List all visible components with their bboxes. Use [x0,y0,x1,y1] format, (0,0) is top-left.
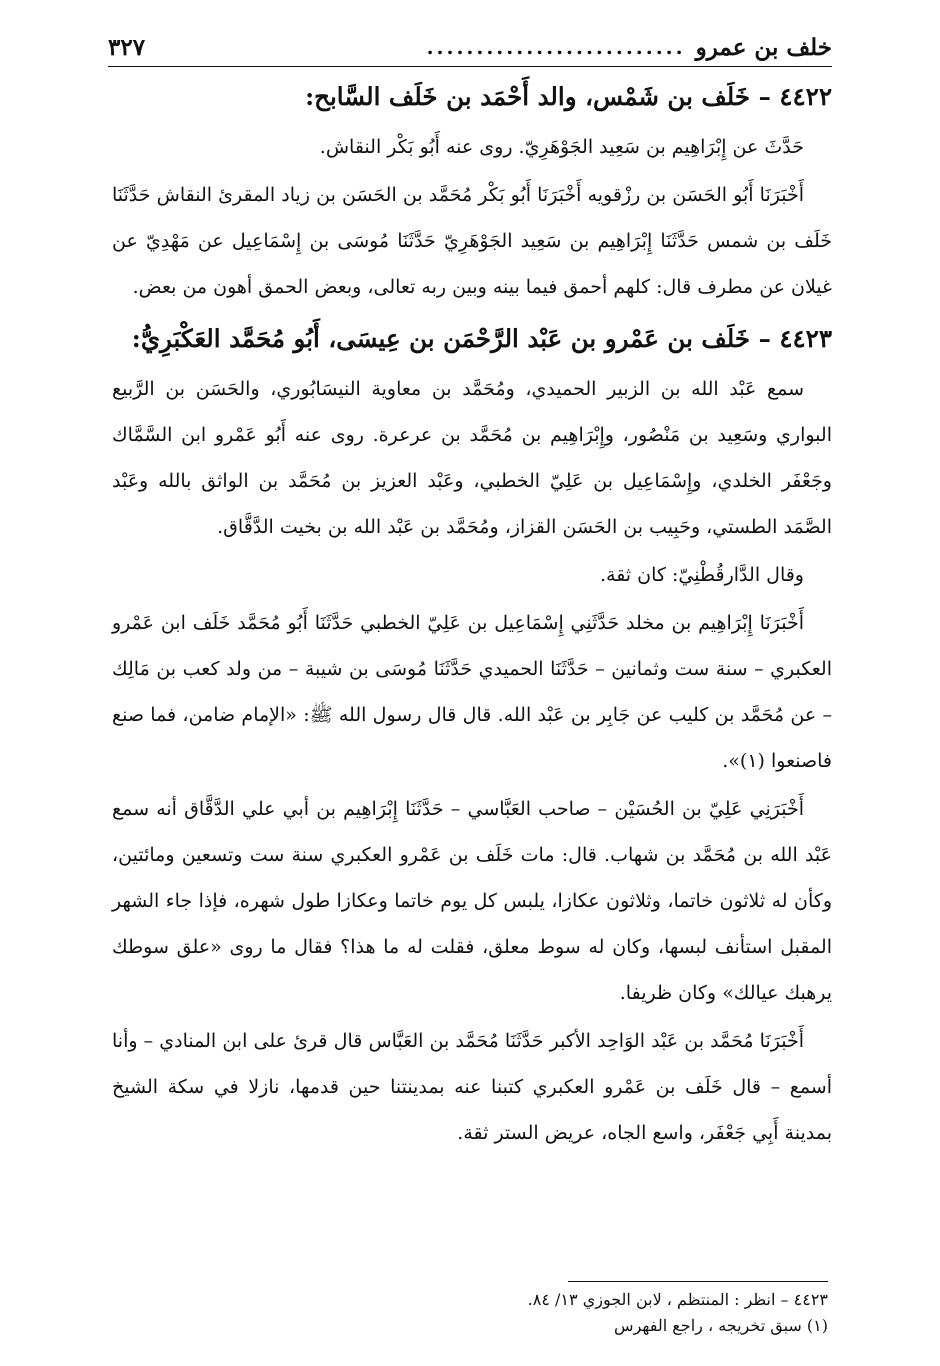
entry-paragraph: أَخْبَرَنَا إِبْرَاهِيم بن مخلد حَدَّثَنِي إِسْمَاعِيل بن عَلِيّ الخطبي حَدَّثَنَا أَبُو مُحَمَّد خَلَف ابن عَمْرو العكبري – سنة ست وثمانين – حَدَّثَنَا الحميدي حَدَّثَنَا مُوسَى بن شيبة – من ولد كعب بن مَالِك – عن مُحَمَّد بن كليب عن جَابِر بن عَبْد الله. قال قال رسول الله ﷺ: «الإمام ضامن، فما صنع فاصنعوا (١)». [112,612,832,772]
header-rule [108,66,832,67]
footnotes [300,1287,828,1339]
entry-4422 [112,70,832,310]
entry-4423 [112,312,832,1156]
entry-paragraph: أَخْبَرَنَا مُحَمَّد بن عَبْد الوَاحِد الأكبر حَدَّثَنَا مُحَمَّد بن العَبَّاس قال قرئ على ابن المنادي – وأنا أسمع – قال خَلَف بن عَمْرو العكبري كتبنا عنه بمدينتنا حين قدمها، نازلا في سكة الشيخ بمدينة أَبِي جَعْفَر، واسع الجاه، عريض الستر ثقة. [112,1030,832,1144]
entry-heading: ٤٤٢٣ – خَلَف بن عَمْرو بن عَبْد الرَّحْمَن بن عِيسَى، أَبُو مُحَمَّد العَكْبَرِيُّ: [131,324,832,353]
footnote: (١) سبق تخريجه ، راجع الفهرس [614,1316,828,1335]
entry-paragraph: أَخْبَرَنَا أَبُو الحَسَن بن رزْقويه أَخْبَرَنَا أَبُو بَكْر مُحَمَّد بن الحَسَن بن زياد المقرئ النقاش حَدَّثَنَا خَلَف بن شمس حَدَّثَنَا إِبْرَاهِيم بن سَعِيد الجَوْهَرِيّ حَدَّثَنَا مُوسَى بن إِسْمَاعِيل عن مَهْدِيّ عن غيلان عن مطرف قال: كلهم أحمق فيما بينه وبين ربه تعالى، وبعض الحمق أهون من بعض. [112,184,832,298]
footnote: ٤٤٢٣ – انظر : المنتظم ، لابن الجوزي ١٣/ ٨٤. [527,1290,828,1309]
running-header [108,30,832,64]
running-title: خلف بن عمرو [695,33,832,61]
page-number: ٣٢٧ [108,33,146,61]
entry-heading: ٤٤٢٢ – خَلَف بن شَمْس، والد أَحْمَد بن خَلَف السَّابح: [305,82,832,111]
entry-paragraph: وقال الدَّارقُطْنِيّ: كان ثقة. [599,564,804,586]
entry-paragraph: أَخْبَرَنِي عَلِيّ بن الحُسَيْن – صاحب العَبَّاسي – حَدَّثَنَا إِبْرَاهِيم بن أبي علي الدَّقَّاق أنه سمع عَبْد الله بن مُحَمَّد بن شهاب. قال: مات خَلَف بن عَمْرو العكبري سنة ست وتسعين ومائتين، وكأن له ثلاثون خاتما، وثلاثون عكازا، يلبس كل يوم خاتما وعكازا طول شهره، فإذا جاء الشهر المقبل استأنف لبسها، وكان له سوط معلق، فقلت له ما هذا؟ فقال ما روى «علق سوطك يرهبك عيالك» وكان ظريفا. [112,798,832,1004]
leader-dots: .......................... [426,35,686,59]
entry-paragraph: حَدَّثَ عن إِبْرَاهِيم بن سَعِيد الجَوْهَرِيّ. روى عنه أَبُو بَكْر النقاش. [319,136,804,158]
footnote-rule [568,1281,828,1282]
page-body [112,70,832,1158]
entry-paragraph: سمع عَبْد الله بن الزبير الحميدي، ومُحَمَّد بن معاوية النيسَابُوري، والحَسَن بن الرَّبيع البواري وسَعِيد بن مَنْصُور، وإِبْرَاهِيم بن مُحَمَّد بن عرعرة. روى عنه أَبُو عَمْرو ابن السَّمَّاك وجَعْفَر الخلدي، وإِسْمَاعِيل بن عَلِيّ الخطبي، وعَبْد العزيز بن مُحَمَّد بن الواثق بالله وعَبْد الصَّمَد الطستي، وحَبِيب بن الحَسَن القزاز، ومُحَمَّد بن عَبْد الله بن بخيت الدَّقَّاق. [112,378,832,538]
